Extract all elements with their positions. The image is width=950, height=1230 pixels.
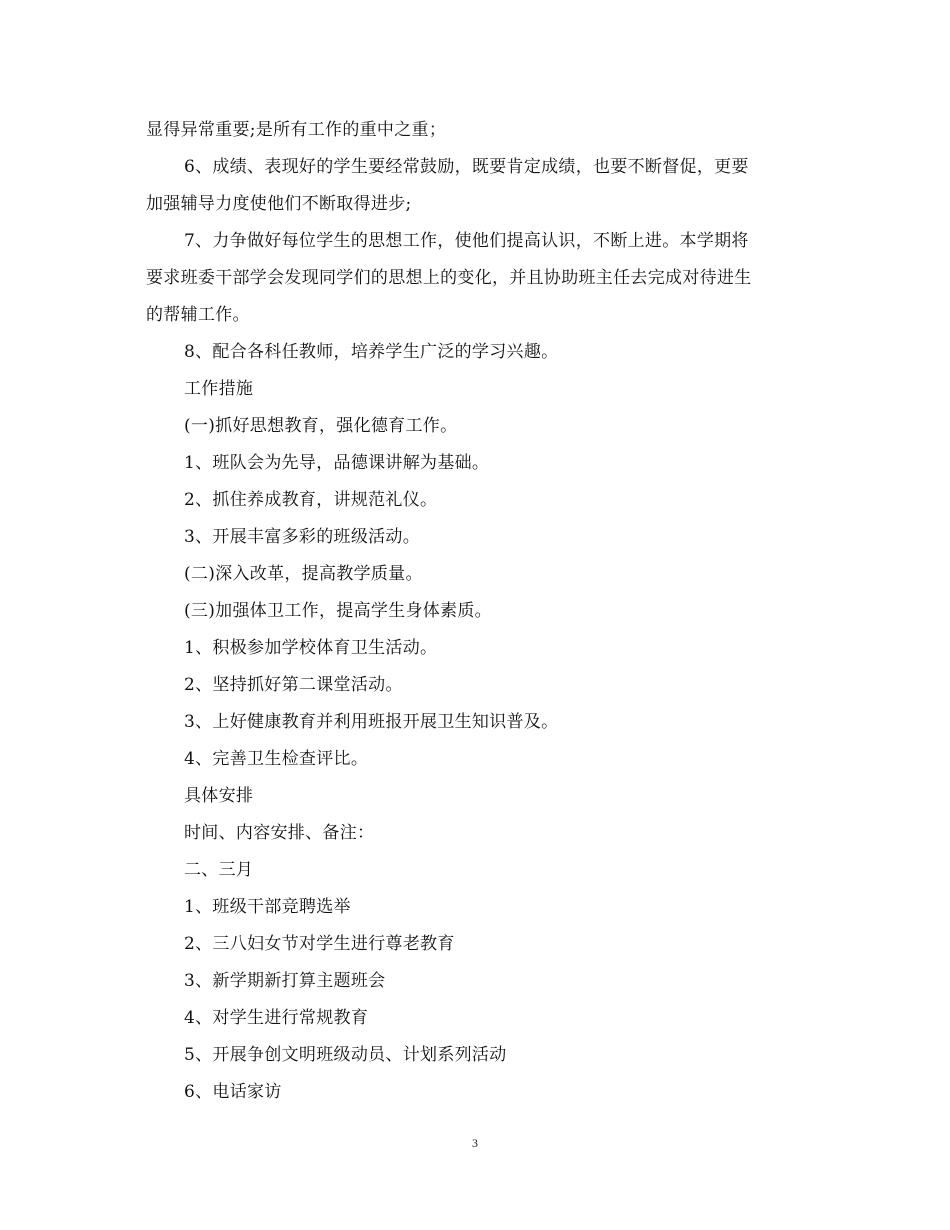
- text-line: 8、配合各科任教师，培养学生广泛的学习兴趣。: [184, 342, 559, 362]
- text-line: 要求班委干部学会发现同学们的思想上的变化，并且协助班主任去完成对待进生: [146, 268, 752, 288]
- schedule-item: 3、新学期新打算主题班会: [184, 971, 386, 991]
- schedule-item: 6、电话家访: [184, 1082, 282, 1102]
- list-item: 1、班队会为先导，品德课讲解为基础。: [184, 453, 490, 473]
- schedule-header: 时间、内容安排、备注：: [184, 823, 375, 843]
- text-line: 加强辅导力度使他们不断取得进步;: [146, 194, 412, 214]
- schedule-item: 2、三八妇女节对学生进行尊老教育: [184, 934, 455, 954]
- subsection-heading: (三)加强体卫工作，提高学生身体素质。: [184, 601, 492, 621]
- list-item: 4、完善卫生检查评比。: [184, 749, 369, 769]
- list-item: 3、上好健康教育并利用班报开展卫生知识普及。: [184, 712, 559, 732]
- document-body: [146, 112, 806, 1111]
- list-item: 1、积极参加学校体育卫生活动。: [184, 638, 438, 658]
- subsection-heading: (二)深入改革，提高教学质量。: [184, 564, 423, 584]
- text-line: 的帮辅工作。: [146, 305, 250, 325]
- schedule-item: 1、班级干部竞聘选举: [184, 897, 351, 917]
- page-number: 3: [472, 1136, 478, 1150]
- list-item: 2、抓住养成教育，讲规范礼仪。: [184, 490, 438, 510]
- text-line: 6、成绩、表现好的学生要经常鼓励，既要肯定成绩，也要不断督促，更要: [184, 157, 749, 177]
- list-item: 3、开展丰富多彩的班级活动。: [184, 527, 421, 547]
- text-line: 显得异常重要;是所有工作的重中之重；: [146, 120, 447, 140]
- schedule-item: 5、开展争创文明班级动员、计划系列活动: [184, 1045, 507, 1065]
- section-heading: 工作措施: [184, 379, 254, 399]
- subsection-heading: (一)抓好思想教育，强化德育工作。: [184, 416, 458, 436]
- schedule-item: 4、对学生进行常规教育: [184, 1008, 369, 1028]
- section-heading: 具体安排: [184, 786, 254, 806]
- schedule-month: 二、三月: [184, 860, 254, 880]
- text-line: 7、力争做好每位学生的思想工作，使他们提高认识，不断上进。本学期将: [184, 231, 749, 251]
- list-item: 2、坚持抓好第二课堂活动。: [184, 675, 403, 695]
